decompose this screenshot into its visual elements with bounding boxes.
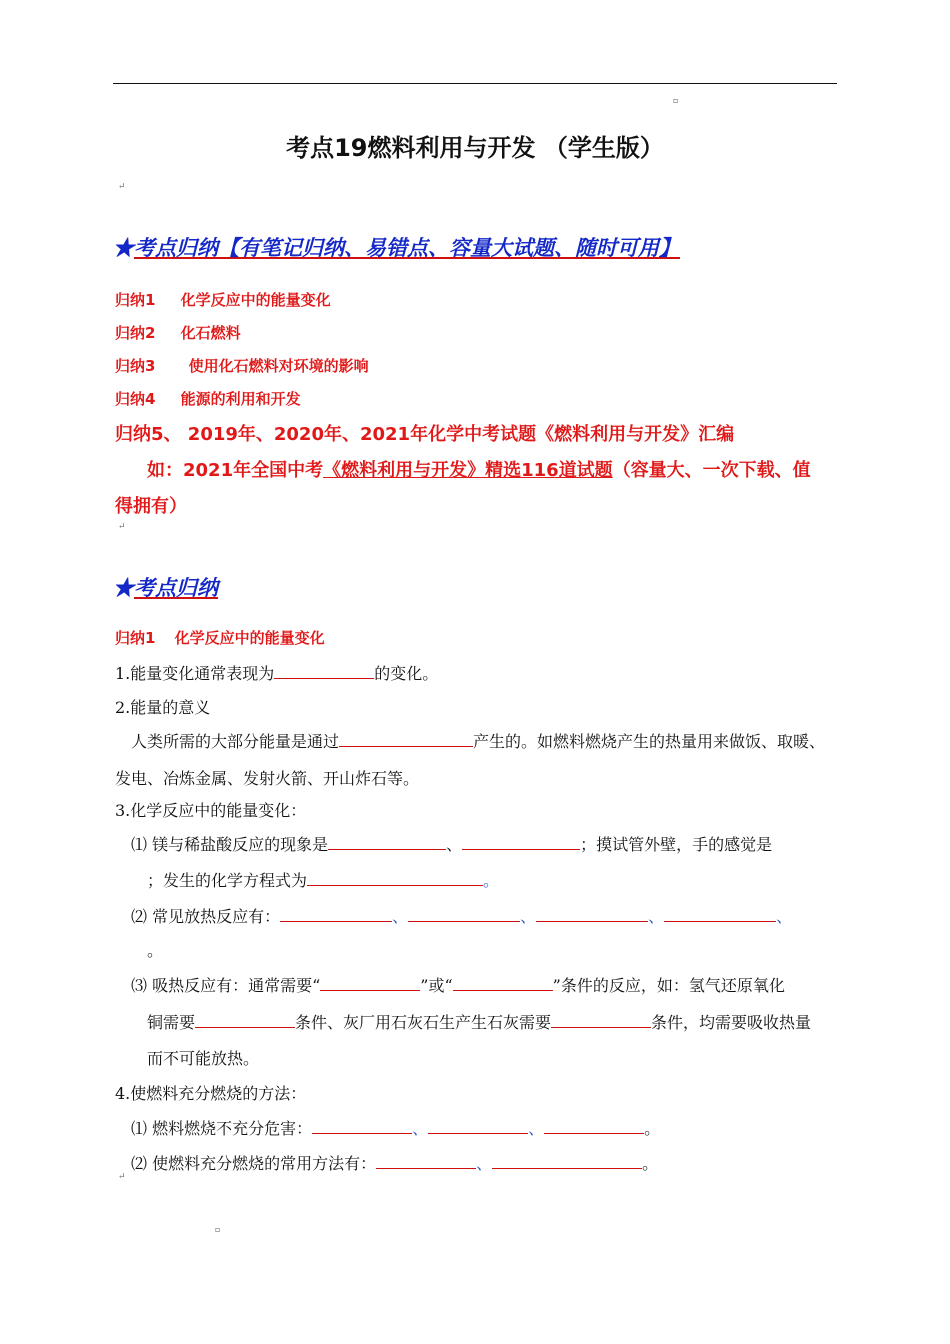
q-text: 、: [520, 907, 537, 926]
section-heading: [113, 232, 680, 262]
item-label: 归纳2: [115, 324, 156, 342]
answer-blank[interactable]: [408, 907, 520, 922]
answer-blank[interactable]: [328, 835, 446, 850]
star-icon: ★: [113, 235, 134, 260]
q-text: 、: [412, 1119, 429, 1138]
answer-blank[interactable]: [492, 1154, 642, 1169]
q-text: 、: [392, 907, 409, 926]
paragraph-mark: ↵: [118, 522, 126, 532]
answer-blank[interactable]: [376, 1154, 476, 1169]
list-item: [115, 289, 331, 310]
q-text: ”或“: [420, 976, 453, 995]
list-item: [115, 322, 241, 343]
question-3-1-cont: [147, 868, 499, 891]
section-heading-2: [113, 572, 218, 602]
list-item-5: 归纳5、 2019年、2020年、2021年化学中考试题《燃料利用与开发》汇编: [115, 424, 735, 445]
q-text: ⑴ 燃料燃烧不充分危害：: [131, 1119, 313, 1138]
promo-line-2: 得拥有）: [115, 496, 187, 517]
answer-blank[interactable]: [544, 1119, 644, 1134]
q-number: 1.: [115, 664, 131, 683]
paragraph-mark: ↵: [118, 182, 126, 192]
question-2: [115, 695, 210, 718]
q-text: 人类所需的大部分能量是通过: [131, 732, 340, 751]
promo-line: [147, 456, 811, 482]
answer-blank[interactable]: [462, 835, 580, 850]
paragraph-mark: ▫: [673, 96, 679, 105]
item-text: 化学反应中的能量变化: [180, 291, 331, 309]
q-text: ⑵ 常见放热反应有：: [131, 907, 281, 926]
q-text: 能量变化通常表现为: [130, 664, 275, 683]
q-text: 的变化。: [374, 664, 439, 683]
q-text: 产生的。如燃料燃烧产生的热量用来做饭、取暖、: [473, 732, 826, 751]
q-text: 。: [642, 1154, 659, 1173]
item-text: 能源的利用和开发: [180, 390, 301, 408]
q-text: 条件，均需要吸收热量: [651, 1013, 812, 1032]
q-text: 。: [483, 871, 500, 890]
item-text: 化石燃料: [180, 324, 241, 342]
q-text: ⑴ 镁与稀盐酸反应的现象是: [131, 835, 329, 854]
answer-blank[interactable]: [195, 1013, 295, 1028]
answer-blank[interactable]: [428, 1119, 528, 1134]
question-3-1: [131, 832, 772, 855]
q-text: 条件、灰厂用石灰石生产生石灰需要: [295, 1013, 552, 1032]
q-text: ；发生的化学方程式为: [147, 871, 308, 890]
paragraph-mark: ▫: [215, 1225, 221, 1234]
item-label: 归纳3: [115, 357, 156, 375]
q-text: ；摸试管外壁，手的感觉是: [580, 835, 773, 854]
promo-suffix: （容量大、一次下载、值: [612, 460, 811, 481]
sub-text: 化学反应中的能量变化: [174, 629, 325, 647]
promo-prefix: 如：2021年全国中考: [147, 460, 324, 481]
answer-blank[interactable]: [453, 976, 553, 991]
q-text: 、: [446, 835, 463, 854]
q-text: 铜需要: [147, 1013, 196, 1032]
item-label: 归纳4: [115, 390, 156, 408]
q-number: 2.: [115, 698, 131, 717]
star-icon: ★: [113, 575, 134, 600]
list-item: [115, 355, 369, 376]
question-3-2-cont: 。: [147, 941, 164, 960]
question-1: [115, 661, 438, 684]
section-heading-text: 考点归纳【有笔记归纳、易错点、容量大试题、随时可用】: [134, 235, 680, 260]
sub-label: 归纳1: [115, 629, 156, 647]
q-text: 、: [776, 907, 793, 926]
answer-blank[interactable]: [312, 1119, 412, 1134]
question-4-2: [131, 1151, 658, 1174]
question-3-3-cont: [147, 1010, 811, 1033]
q-text: 、: [476, 1154, 493, 1173]
answer-blank[interactable]: [551, 1013, 651, 1028]
answer-blank[interactable]: [664, 907, 776, 922]
question-4: 4.使燃料充分燃烧的方法：: [115, 1084, 307, 1103]
answer-blank[interactable]: [339, 732, 473, 747]
question-3-3: [131, 973, 785, 996]
answer-blank[interactable]: [307, 871, 483, 886]
q-text: ⑵ 使燃料充分燃烧的常用方法有：: [131, 1154, 377, 1173]
item-label: 归纳1: [115, 291, 156, 309]
q-text: 、: [528, 1119, 545, 1138]
item-text: 使用化石燃料对环境的影响: [188, 357, 369, 375]
q-text: 、: [648, 907, 665, 926]
q-text: ⑶ 吸热反应有：通常需要“: [131, 976, 321, 995]
list-item: [115, 388, 301, 409]
answer-blank[interactable]: [320, 976, 420, 991]
question-2-line-1: [131, 729, 825, 752]
answer-blank[interactable]: [280, 907, 392, 922]
question-3: 3.化学反应中的能量变化：: [115, 801, 307, 820]
paragraph-mark: ↵: [118, 1172, 126, 1182]
question-3-3-end: 而不可能放热。: [147, 1049, 260, 1068]
question-4-1: [131, 1116, 660, 1139]
page-title: 考点19燃料利用与开发 （学生版）: [286, 134, 664, 162]
answer-blank[interactable]: [274, 664, 374, 679]
promo-link[interactable]: 《燃料利用与开发》精选116道试题: [323, 460, 613, 481]
section-heading-text: 考点归纳: [134, 575, 218, 600]
q-text: 能量的意义: [130, 698, 211, 717]
sub-heading: [115, 627, 325, 648]
q-text: 。: [644, 1119, 661, 1138]
q-text: ”条件的反应，如：氢气还原氧化: [552, 976, 785, 995]
question-2-line-2: 发电、冶炼金属、发射火箭、开山炸石等。: [115, 769, 420, 788]
question-3-2: [131, 904, 792, 927]
answer-blank[interactable]: [536, 907, 648, 922]
header-rule: [113, 83, 837, 84]
